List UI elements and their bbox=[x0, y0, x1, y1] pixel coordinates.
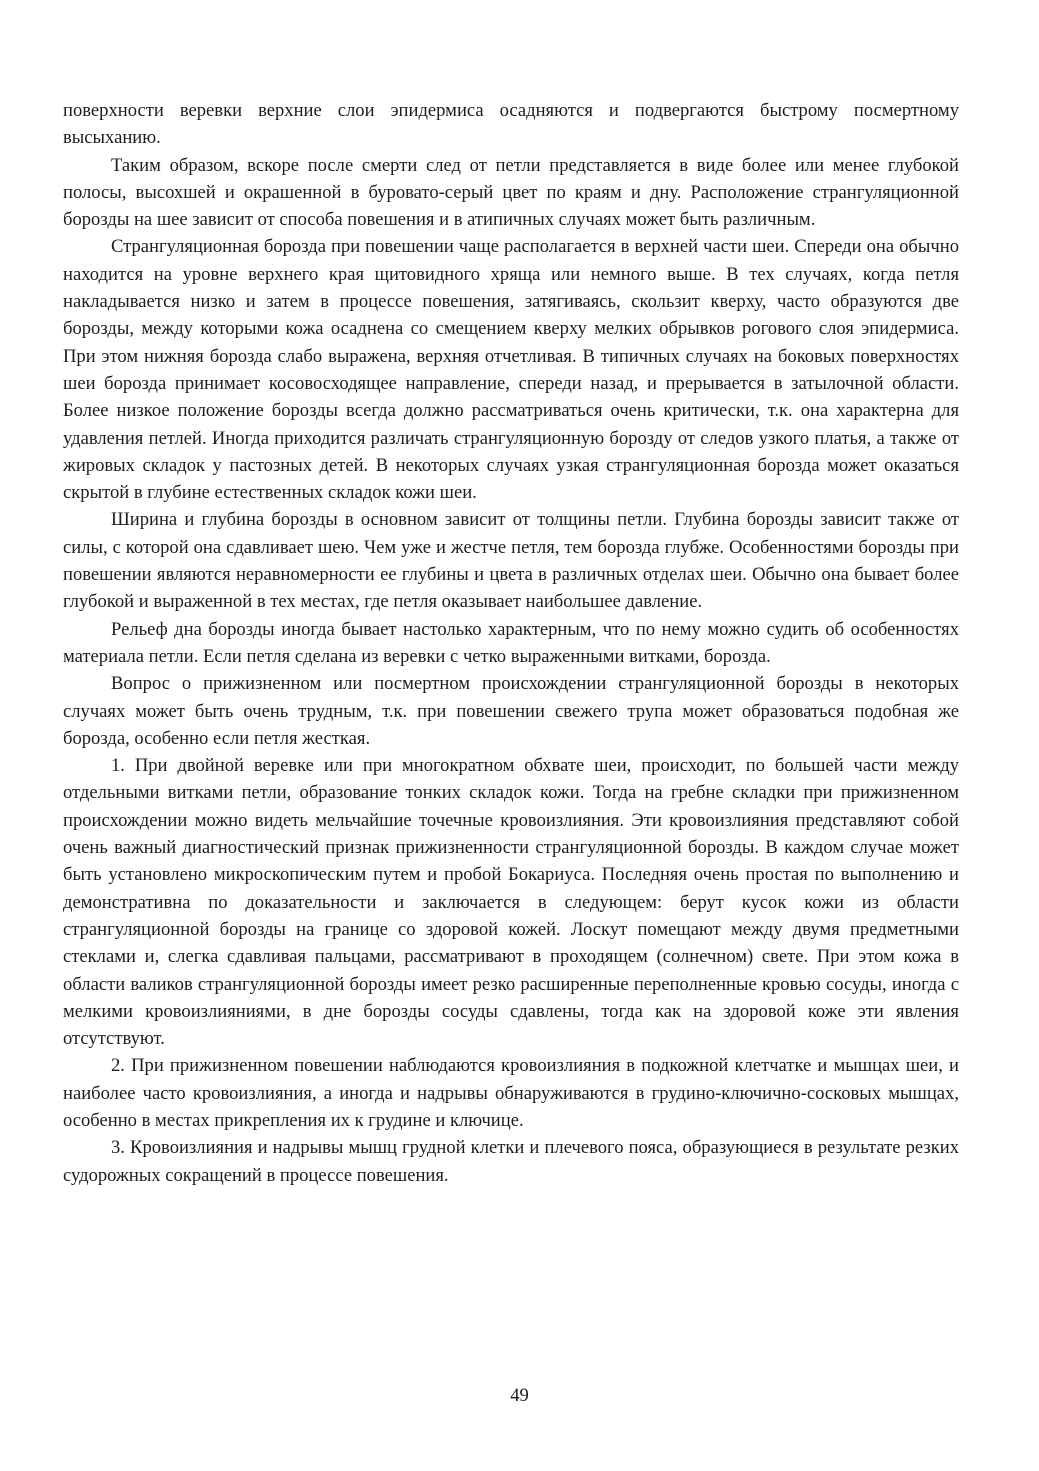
paragraph-6: Вопрос о прижизненном или посмертном происхождении странгуляционной борозды в некоторых случаях может быть очень трудным, т.к. при повешении свежего трупа может образоваться подобная же борозда, особенно если петля жесткая. bbox=[63, 673, 959, 749]
paragraph-2: Таким образом, вскоре после смерти след от петли представляется в виде более или менее глубокой полосы, высохшей и окрашенной в буровато-серый цвет по краям и дну. Расположение странгуляционной борозды на шее зависит от способа повешения и в атипичных случаях может быть различным. bbox=[63, 154, 959, 231]
paragraph-8: 2. При прижизненном повешении наблюдаются кровоизлияния в подкожной клетчатке и мышцах шеи, и наиболее часто кровоизлияния, а иногда и надрывы обнаруживаются в грудино-ключично-сосковых мышцах, особенно в местах прикрепления их к грудине и ключице. bbox=[63, 1055, 959, 1131]
paragraph-4: Ширина и глубина борозды в основном зависит от толщины петли. Глубина борозды зависит также от силы, с которой она сдавливает шею. Чем уже и жестче петля, тем борозда глубже. Особенностями борозды при повешении являются неравномерности ее глубины и цвета в различных отделах шеи. Обычно она бывает более глубокой и выраженной в тех местах, где петля оказывает наибольшее давление. bbox=[63, 509, 959, 613]
page-number: 49 bbox=[510, 1385, 529, 1406]
paragraph-3: Странгуляционная борозда при повешении чаще располагается в верхней части шеи. Спереди она обычно находится на уровне верхнего края щитовидного хряща или немного выше. В тех случаях, когда петля накладывается низко и затем в процессе повешения, затягиваясь, скользит кверху, часто образуются две борозды, между которыми кожа осаднена со смещением кверху мелких обрывков рогового слоя эпидермиса. При этом нижняя борозда слабо выражена, верхняя отчетливая. В типичных случаях на боковых поверхностях шеи борозда принимает косовосходящее направление, спереди назад, и прерывается в затылочной области. Более низкое положение борозды всегда должно рассматриваться очень критически, т.к. она характерна для удавления петлей. Иногда приходится различать странгуляционную борозду от следов узкого платья, а также от жировых складок у пастозных детей. В некоторых случаях узкая странгуляционная борозда может оказаться скрытой в глубине естественных складок кожи шеи. bbox=[63, 236, 959, 504]
paragraph-5: Рельеф дна борозды иногда бывает настолько характерным, что по нему можно судить об особенностях материала петли. Если петля сделана из веревки с четко выраженными витками, борозда. bbox=[63, 618, 959, 667]
body-text bbox=[63, 97, 959, 1189]
paragraph-7: 1. При двойной веревке или при многократном обхвате шеи, происходит, по большей части между отдельными витками петли, образование тонких складок кожи. Тогда на гребне складки при прижизненном происхождении можно видеть мельчайшие точечные кровоизлияния. Эти кровоизлияния представляют собой очень важный диагностический признак прижизненности странгуляционной борозды. В каждом случае может быть установлено микроскопическим путем и пробой Бокариуса. Последняя очень простая по выполнению и демонстративна по доказательности и заключается в следующем: берут кусок кожи из области странгуляционной борозды на границе со здоровой кожей. Лоскут помещают между двумя предметными стеклами и, слегка сдавливая пальцами, рассматривают в проходящем (солнечном) свете. При этом кожа в области валиков странгуляционной борозды имеет резко расширенные переполненные кровью сосуды, иногда с мелкими кровоизлияниями, в дне борозды сосуды сдавлены, тогда как на здоровой коже эти явления отсутствуют. bbox=[63, 755, 959, 1050]
paragraph-9: 3. Кровоизлияния и надрывы мышц грудной клетки и плечевого пояса, образующиеся в результате резких судорожных сокращений в процессе повешения. bbox=[63, 1137, 959, 1186]
paragraph-1: поверхности веревки верхние слои эпидермиса осадняются и подвергаются быстрому посмертному высыханию. bbox=[63, 100, 959, 149]
